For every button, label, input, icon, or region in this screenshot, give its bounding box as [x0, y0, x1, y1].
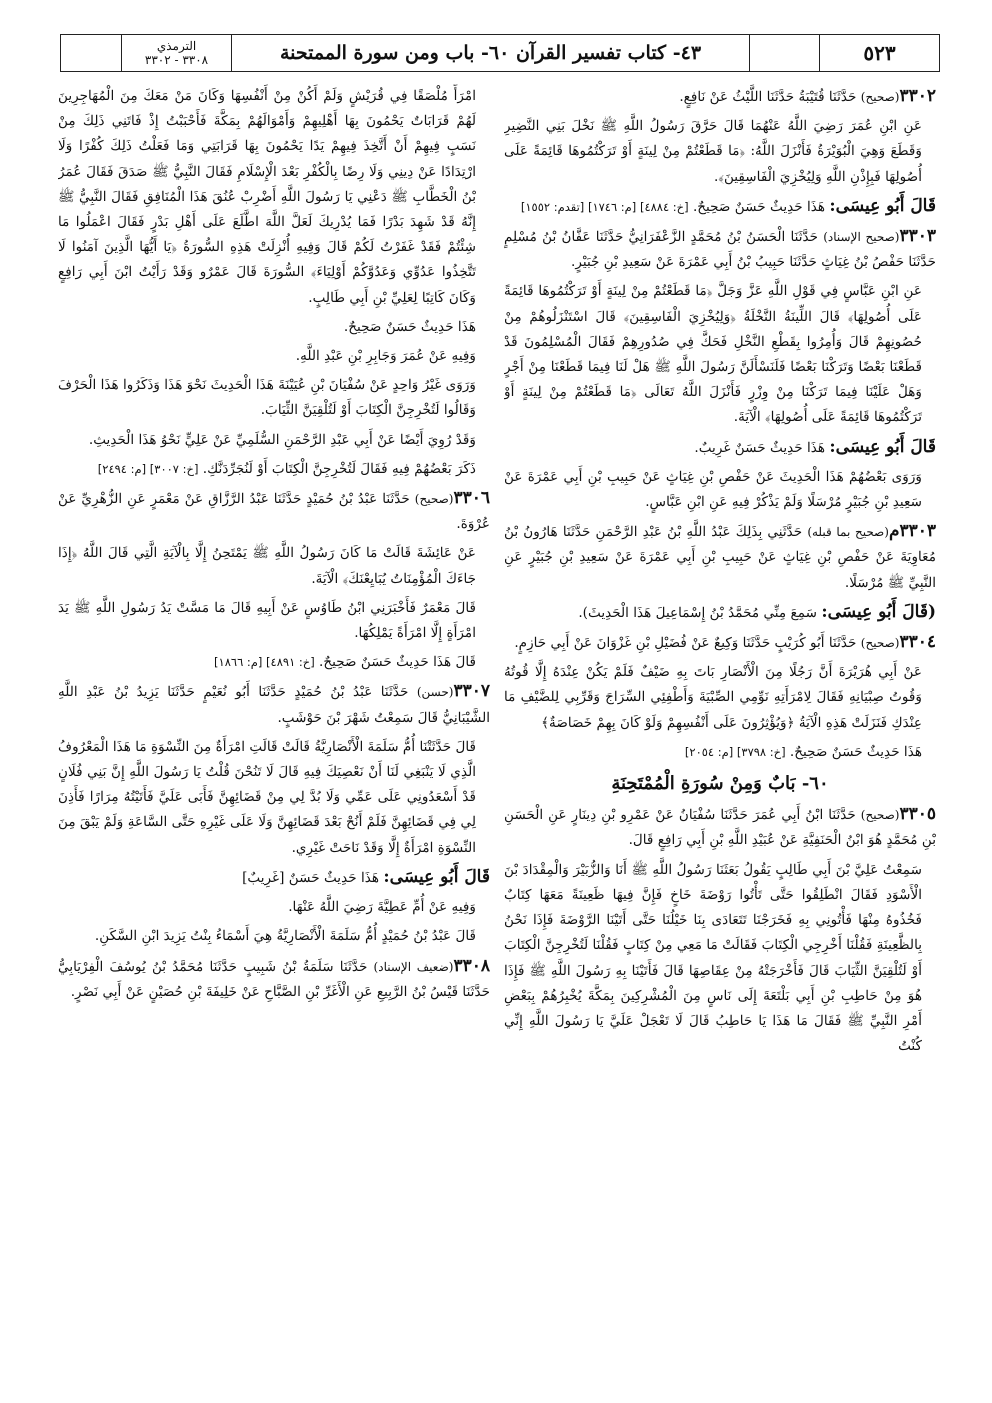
- body-text: عَنِ ابْنِ عَبَّاسٍ فِي قَوْلِ اللَّهِ عَزَّ وَجَلَّ ﴿مَا قَطَعْتُمْ مِنْ لِينَةٍ أَوْ تَرَكْتُمُوهَا قَائِمَةً عَلَى أُصُولِهَا﴾ قَالَ اللِّينَةُ النَّخْلَةُ ﴿وَلِيُخْزِيَ الْفَاسِقِينَ﴾ قَالَ اسْتَنْزَلُوهُمْ مِنْ حُصُونِهِمْ قَالَ وَأُمِرُوا بِقَطْعِ النَّخْلِ فَحَكَّ فِي صُدُورِهِمْ فَقَالَ الْمُسْلِمُونَ قَدْ قَطَعْنَا بَعْضًا وَتَرَكْنَا بَعْضًا فَلَنَسْأَلَنَّ رَسُولَ اللَّهِ ﷺ هَلْ لَنَا فِيمَا قَطَعْنَا مِنْ أَجْرٍ وَهَلْ عَلَيْنَا فِيمَا تَرَكْنَا مِنْ وِزْرٍ فَأَنْزَلَ اللَّهُ تَعَالَى ﴿مَا قَطَعْتُمْ مِنْ لِينَةٍ أَوْ تَرَكْتُمُوهَا قَائِمَةً عَلَى أُصُولِهَا﴾ الْآيَةَ.: [504, 283, 922, 426]
- body-text: وَفِيهِ عَنْ أُمِّ عَطِيَّةَ رَضِيَ اللَّهُ عَنْهَا.: [288, 899, 476, 916]
- hadith-entry: [504, 630, 936, 656]
- hadith-entry: [504, 224, 936, 275]
- body-text: حَدَّثَنَا سَلَمَةُ بْنُ شَبِيبٍ حَدَّثَنَا مُحَمَّدُ بْنُ يُوسُفَ الْفِرْيَابِيُّ حَدَّثَنَا قَيْسُ بْنُ الرَّبِيعِ عَنِ الْأَغَرِّ بْنِ الصَّبَّاحِ عَنْ خَلِيفَةَ بْنِ حُصَيْنٍ عَنْ أَبِي نَصْرٍ.: [58, 958, 490, 1000]
- body-text: حَدَّثَنَا ابْنُ أَبِي عُمَرَ حَدَّثَنَا سُفْيَانُ عَنْ عَمْرِو بْنِ دِينَارٍ عَنِ الْحَسَنِ بْنِ مُحَمَّدٍ هُوَ ابْنُ الْحَنَفِيَّةِ عَنْ عُبَيْدِ اللَّهِ بْنِ أَبِي رَافِعٍ قَالَ.: [504, 807, 936, 849]
- paragraph: [58, 735, 490, 861]
- hadith-number: ٣٣٠٧: [453, 681, 490, 702]
- header-blank-cell: [749, 35, 819, 71]
- body-text: عَنْ عَائِشَةَ قَالَتْ مَا كَانَ رَسُولُ اللَّهِ ﷺ يَمْتَحِنُ إِلَّا بِالْآيَةِ الَّتِي قَالَ اللَّهُ ﴿إِذَا جَاءَكَ الْمُؤْمِنَاتُ يُبَايِعْنَكَ﴾ الْآيَةَ.: [58, 545, 476, 587]
- body-text: ذَكَرَ بَعْضُهُمْ فِيهِ فَقَالَ لَتُخْرِجِنَّ الْكِتَابَ أَوْ لَنُجَرِّدَنَّكِ.: [202, 460, 476, 477]
- chapter-heading: ٦٠- بَابٌ وَمِنْ سُورَةِ الْمُمْتَحِنَةِ: [611, 773, 829, 795]
- hadith-entry: [504, 802, 936, 853]
- paragraph: [504, 858, 936, 1060]
- body-text: قَالَ عَبْدُ بْنُ حُمَيْدٍ أُمُّ سَلَمَةَ الْأَنْصَارِيَّةُ هِيَ أَسْمَاءُ بِنْتُ يَزِيدَ ابْنِ السَّكَنِ.: [94, 928, 476, 945]
- paragraph: [58, 457, 490, 482]
- hadith-entry: [58, 679, 490, 730]
- hadith-grade: (صحيح الإسناد): [823, 230, 900, 245]
- hadith-grade: (ضعيف الإسناد): [373, 959, 454, 974]
- hadith-grade: (صحيح): [414, 492, 454, 507]
- running-title: ٤٣- كتاب تفسير القرآن ٦٠- باب ومن سورة الممتحنة: [231, 35, 749, 71]
- source-reference: [خ: ٣٧٩٨] [م: ٢٠٥٤]: [684, 744, 786, 759]
- hadith-grade: (حسن): [416, 685, 454, 700]
- body-text: قَالَ حَدَّثَتْنَا أُمُّ سَلَمَةَ الْأَنْصَارِيَّةُ قَالَتْ قَالَتِ امْرَأَةٌ مِنَ النِّسْوَةِ مَا هَذَا الْمَعْرُوفُ الَّذِي لَا يَنْبَغِي لَنَا أَنْ نَعْصِيَكَ فِيهِ قَالَ لَا تَنُحْنَ قُلْتُ يَا رَسُولَ اللَّهِ إِنَّ بَنِي فُلَانٍ قَدْ أَسْعَدُونِي عَلَى عَمِّي وَلَا بُدَّ لِي مِنْ قَضَائِهِنَّ فَأَبَى عَلَيَّ فَأَتَيْتُهُ مِرَارًا فَأَذِنَ لِي فِي قَضَائِهِنَّ فَلَمْ أَنُحْ بَعْدَ قَضَائِهِنَّ وَلَا عَلَى غَيْرِهِ حَتَّى السَّاعَةِ وَلَمْ يَبْقَ مِنَ النِّسْوَةِ امْرَأَةٌ إِلَّا وَقَدْ نَاحَتْ غَيْرِي.: [58, 738, 476, 856]
- body-text: حَدَّثَنَا أَبُو كُرَيْبٍ حَدَّثَنَا وَكِيعٌ عَنْ فُضَيْلِ بْنِ غَزْوَانَ عَنْ أَبِي حَازِمٍ.: [514, 635, 857, 652]
- hadith-number: ٣٣٠٢: [899, 86, 936, 106]
- paragraph: [58, 541, 490, 591]
- abu-isa-label: قَالَ أَبُو عِيسَى:: [383, 866, 490, 887]
- body-text: هَذَا حَدِيثٌ حَسَنٌ صَحِيحٌ.: [692, 198, 826, 215]
- hadith-number: ٣٣٠٤: [899, 632, 936, 653]
- source-reference: [خ: ٣٠٠٧] [م: ٢٤٩٤]: [97, 461, 199, 476]
- paragraph: [58, 344, 490, 369]
- header-end-cell: [61, 35, 121, 71]
- body-text: سَمِعْتُ عَلِيَّ بْنَ أَبِي طَالِبٍ يَقُولُ بَعَثَنَا رَسُولُ اللَّهِ ﷺ أَنَا وَالزُّبَيْرَ وَالْمِقْدَادَ بْنَ الْأَسْوَدِ فَقَالَ انْطَلِقُوا حَتَّى تَأْتُوا رَوْضَةَ خَاخٍ فَإِنَّ فِيهَا ظَعِينَةً مَعَهَا كِتَابٌ فَخُذُوهُ مِنْهَا فَأْتُونِي بِهِ فَخَرَجْنَا تَتَعَادَى بِنَا خَيْلُنَا حَتَّى أَتَيْنَا الرَّوْضَةَ فَإِذَا نَحْنُ بِالظَّعِينَةِ فَقُلْنَا أَخْرِجِي الْكِتَابَ فَقَالَتْ مَا مَعِي مِنْ كِتَابٍ فَقُلْنَا لَتُخْرِجِنَّ الْكِتَابَ أَوْ لَتُلْقِيَنَّ الثِّيَابَ قَالَ فَأَخْرَجَتْهُ مِنْ عِقَاصِهَا قَالَ فَأَتَيْنَا بِهِ رَسُولَ اللَّهِ ﷺ فَإِذَا هُوَ مِنْ حَاطِبِ بْنِ أَبِي بَلْتَعَةَ إِلَى نَاسٍ مِنَ الْمُشْرِكِينَ بِمَكَّةَ يُخْبِرُهُمْ بِبَعْضِ أَمْرِ النَّبِيِّ ﷺ فَقَالَ مَا هَذَا يَا حَاطِبُ قَالَ لَا تَعْجَلْ عَلَيَّ يَا رَسُولَ اللَّهِ إِنِّي كُنْتُ: [504, 861, 922, 1055]
- body-text: حَدَّثَنَا قُتَيْبَةُ حَدَّثَنَا اللَّيْثُ عَنْ نَافِعٍ.: [679, 89, 857, 105]
- hadith-grade: (صحيح): [860, 90, 900, 104]
- left-column: [58, 84, 490, 1374]
- body-text: حَدَّثَنَا عَبْدُ بْنُ حُمَيْدٍ حَدَّثَنَا عَبْدُ الرَّزَّاقِ عَنْ مَعْمَرٍ عَنِ الزُّهْرِيِّ عَنْ عُرْوَةَ.: [58, 491, 490, 533]
- source-reference: [خ: ٤٨٩١] [م: ١٨٦٦]: [214, 655, 315, 670]
- hadith-number: ٣٣٠٣: [899, 226, 936, 247]
- body-text: حَدَّثَنِي بِذَلِكَ عَبْدُ اللَّهِ بْنُ عَبْدِ الرَّحْمَنِ حَدَّثَنَا هَارُونُ بْنُ مُعَاوِيَةَ عَنْ حَفْصِ بْنِ غِيَاثٍ عَنْ حَبِيبِ بْنِ أَبِي عَمْرَةَ عَنْ سَعِيدِ بْنِ جُبَيْرٍ عَنِ النَّبِيِّ ﷺ مُرْسَلًا.: [504, 524, 936, 591]
- paragraph: [58, 924, 490, 949]
- paragraph: [504, 279, 936, 430]
- paragraph: [504, 114, 936, 190]
- hadith-range-cell: [121, 35, 231, 71]
- body-text: عَنِ ابْنِ عُمَرَ رَضِيَ اللَّهُ عَنْهُمَا قَالَ حَرَّقَ رَسُولُ اللَّهِ ﷺ نَخْلَ بَنِي النَّضِيرِ وَقَطَعَ وَهِيَ الْبُوَيْرَةُ فَأَنْزَلَ اللَّهُ: ﴿مَا قَطَعْتُمْ مِنْ لِينَةٍ أَوْ تَرَكْتُمُوهَا قَائِمَةً عَلَى أُصُولِهَا فَبِإِذْنِ اللَّهِ وَلِيُخْزِيَ الْفَاسِقِينَ﴾.: [504, 118, 922, 185]
- page-number: ٥٢٣: [819, 35, 939, 71]
- hadith-range: ٣٣٠٨ - ٣٣٠٢: [144, 53, 209, 67]
- body-text: سَمِعَ مِنِّي مُحَمَّدُ بْنُ إِسْمَاعِيلَ هَذَا الْحَدِيثَ).: [578, 604, 817, 621]
- hadith-entry: [58, 954, 490, 1005]
- body-text: قَالَ مَعْمَرٌ فَأَخْبَرَنِي ابْنُ طَاوُسٍ عَنْ أَبِيهِ قَالَ مَا مَسَّتْ يَدُ رَسُولِ اللَّهِ ﷺ يَدَ امْرَأَةٍ إِلَّا امْرَأَةً يَمْلِكُهَا.: [58, 599, 476, 642]
- hadith-entry: [504, 519, 936, 596]
- paragraph: [58, 650, 490, 675]
- hadith-number: ٣٣٠٥: [899, 804, 936, 825]
- paragraph: [504, 660, 936, 736]
- body-text: وَرَوَى غَيْرُ وَاحِدٍ عَنْ سُفْيَانَ بْنِ عُيَيْنَةَ هَذَا الْحَدِيثَ نَحْوَ هَذَا وَذَكَرُوا هَذَا الْحَرْفَ وَقَالُوا لَتُخْرِجِنَّ الْكِتَابَ أَوْ لَتُلْقِيَنَّ الثِّيَابَ.: [58, 377, 476, 419]
- hadith-number: ٣٣٠٨: [453, 955, 490, 976]
- paragraph: [58, 428, 490, 453]
- body-text: عَنْ أَبِي هُرَيْرَةَ أَنَّ رَجُلًا مِنَ الْأَنْصَارِ بَاتَ بِهِ ضَيْفٌ فَلَمْ يَكُنْ عِنْدَهُ إِلَّا قُوتُهُ وَقُوتُ صِبْيَانِهِ فَقَالَ لِامْرَأَتِهِ نَوِّمِي الصِّبْيَةَ وَأَطْفِئِي السِّرَاجَ وَقَرِّبِي لِلضَّيْفِ مَا عِنْدَكِ فَنَزَلَتْ هَذِهِ الْآيَةُ ﴿وَيُؤْثِرُونَ عَلَى أَنْفُسِهِمْ وَلَوْ كَانَ بِهِمْ خَصَاصَةٌ﴾: [504, 664, 922, 731]
- paragraph: [58, 373, 490, 423]
- abu-isa-label: قَالَ أَبُو عِيسَى:: [829, 436, 936, 457]
- body-text: حَدَّثَنَا الْحَسَنُ بْنُ مُحَمَّدٍ الزَّعْفَرَانِيُّ حَدَّثَنَا عَفَّانُ بْنُ مُسْلِمٍ حَدَّثَنَا حَفْصُ بْنُ غِيَاثٍ حَدَّثَنَا حَبِيبُ بْنُ أَبِي عَمْرَةَ عَنْ سَعِيدِ بْنِ جُبَيْرٍ.: [504, 229, 936, 271]
- source-reference: [خ: ٤٨٨٤] [م: ١٧٤٦] [تقدم: ١٥٥٢]: [520, 199, 689, 214]
- body-text: وَرَوَى بَعْضُهُمْ هَذَا الْحَدِيثَ عَنْ حَفْصِ بْنِ غِيَاثٍ عَنْ حَبِيبِ بْنِ أَبِي عَمْرَةَ عَنْ سَعِيدِ بْنِ جُبَيْرٍ مُرْسَلًا وَلَمْ يَذْكُرْ فِيهِ عَنِ ابْنِ عَبَّاسٍ.: [504, 468, 922, 511]
- body-text: هَذَا حَدِيثٌ حَسَنٌ [غَرِيبٌ]: [242, 869, 380, 886]
- paragraph: [58, 315, 490, 340]
- body-text: قَالَ هَذَا حَدِيثٌ حَسَنٌ صَحِيحٌ.: [319, 654, 476, 671]
- paragraph: [58, 895, 490, 920]
- paragraph: [504, 740, 936, 765]
- body-text: امْرَأً مُلْصَقًا فِي قُرَيْشٍ وَلَمْ أَكُنْ مِنْ أَنْفُسِهَا وَكَانَ مَنْ مَعَكَ مِنَ الْمُهَاجِرِينَ لَهُمْ قَرَابَاتٌ يَحْمُونَ بِهَا أَهْلِيهِمْ وَأَمْوَالَهُمْ بِمَكَّةَ فَأَحْبَبْتُ إِذْ فَاتَنِي ذَلِكَ مِنْ نَسَبٍ فِيهِمْ أَنْ أَتَّخِذَ فِيهِمْ يَدًا يَحْمُونَ بِهَا قَرَابَتِي وَمَا فَعَلْتُ ذَلِكَ كُفْرًا وَلَا ارْتِدَادًا عَنْ دِينِي وَلَا رِضًا بِالْكُفْرِ بَعْدَ الْإِسْلَامِ فَقَالَ النَّبِيُّ ﷺ صَدَقَ فَقَالَ عُمَرُ بْنُ الْخَطَّابِ ﷺ دَعْنِي يَا رَسُولَ اللَّهِ أَضْرِبْ عُنُقَ هَذَا الْمُنَافِقِ فَقَالَ النَّبِيُّ ﷺ إِنَّهُ قَدْ شَهِدَ بَدْرًا فَمَا يُدْرِيكَ لَعَلَّ اللَّهَ اطَّلَعَ عَلَى أَهْلِ بَدْرٍ فَقَالَ اعْمَلُوا مَا شِئْتُمْ فَقَدْ غَفَرْتُ لَكُمْ قَالَ وَفِيهِ أُنْزِلَتْ هَذِهِ السُّورَةُ ﴿يَا أَيُّهَا الَّذِينَ آمَنُوا لَا تَتَّخِذُوا عَدُوِّي وَعَدُوَّكُمْ أَوْلِيَاءَ﴾ السُّورَةَ قَالَ عَمْرٌو وَقَدْ رَأَيْتُ ابْنَ أَبِي رَافِعٍ وَكَانَ كَاتِبًا لِعَلِيِّ بْنِ أَبِي طَالِبٍ.: [58, 88, 476, 306]
- paragraph: [504, 465, 936, 515]
- page-header: [60, 34, 940, 72]
- paragraph: [58, 596, 490, 646]
- body-text: وَفِيهِ عَنْ عُمَرَ وَجَابِرِ بْنِ عَبْدِ اللَّهِ.: [295, 348, 476, 365]
- paragraph: [504, 194, 936, 220]
- hadith-entry: [504, 84, 936, 110]
- body-text: وَقَدْ رُوِيَ أَيْضًا عَنْ أَبِي عَبْدِ الرَّحْمَنِ السُّلَمِيِّ عَنْ عَلِيٍّ نَحْوُ هَذَا الْحَدِيثِ.: [88, 431, 476, 448]
- hadith-entry: [58, 486, 490, 537]
- paragraph: [58, 84, 490, 311]
- hadith-grade: (صحيح): [860, 636, 900, 651]
- abu-isa-label: (قَالَ أَبُو عِيسَى:: [821, 601, 936, 622]
- abu-isa-label: قَالَ أَبُو عِيسَى:: [829, 195, 936, 216]
- body-text: حَدَّثَنَا عَبْدُ بْنُ حُمَيْدٍ حَدَّثَنَا أَبُو نُعَيْمٍ حَدَّثَنَا يَزِيدُ بْنُ عَبْدِ اللَّهِ الشَّيْبَانِيُّ قَالَ سَمِعْتُ شَهْرَ بْنَ حَوْشَبٍ.: [58, 684, 490, 726]
- hadith-range-label: الترمذي: [156, 39, 197, 53]
- hadith-grade: (صحيح): [860, 808, 900, 823]
- hadith-number: ٣٣٠٣م: [888, 521, 936, 542]
- body-text: هَذَا حَدِيثٌ حَسَنٌ غَرِيبٌ.: [694, 439, 826, 456]
- hadith-grade: (صحيح بما قبله): [807, 525, 889, 540]
- paragraph: [58, 865, 490, 891]
- body-text: هَذَا حَدِيثٌ حَسَنٌ صَحِيحٌ.: [789, 743, 922, 760]
- hadith-number: ٣٣٠٦: [453, 488, 490, 509]
- paragraph: [504, 600, 936, 626]
- body-text: هَذَا حَدِيثٌ حَسَنٌ صَحِيحٌ.: [343, 318, 476, 335]
- right-column: [504, 84, 936, 1374]
- paragraph: [504, 435, 936, 461]
